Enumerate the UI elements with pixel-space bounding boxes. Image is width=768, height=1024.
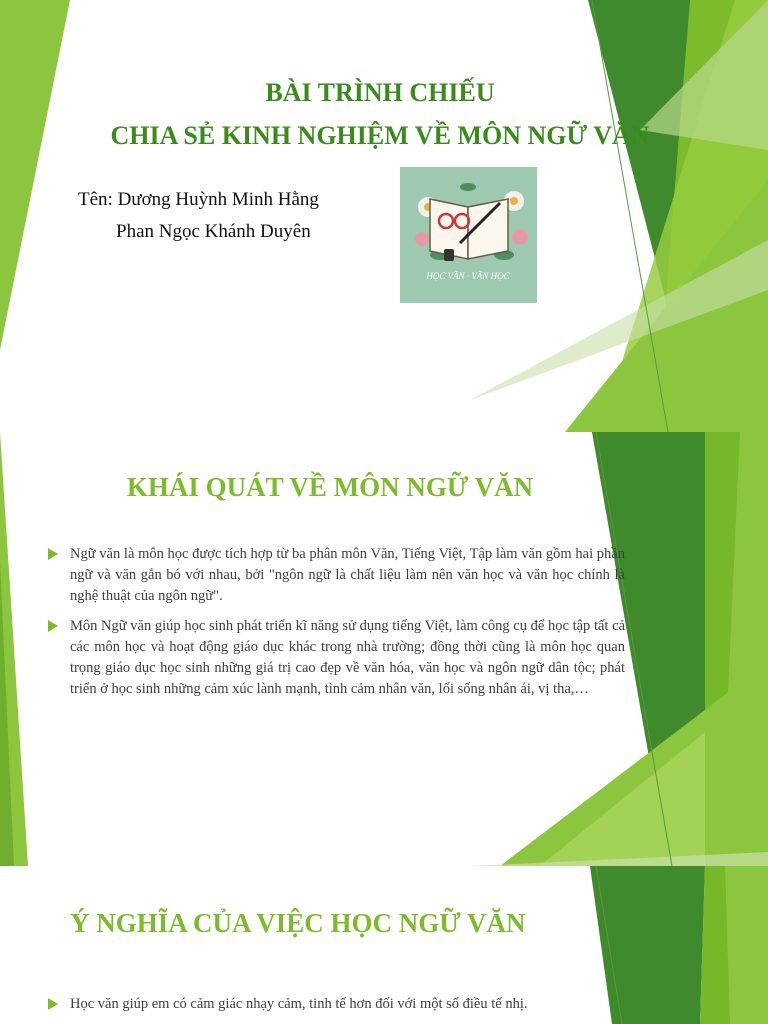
bullet-text: Học văn giúp em có cảm giác nhạy cảm, tinh tế hơn đối với một số điều tế nhị. [70, 996, 528, 1012]
book-illustration [400, 167, 537, 303]
illustration-caption: HỌC VĂN · VĂN HỌC [426, 271, 510, 281]
meaning-heading: Ý NGHĨA CỦA VIỆC HỌC NGỮ VĂN [70, 908, 526, 938]
author-line-1: Tên: Dương Huỳnh Minh Hằng [78, 189, 319, 210]
authors [78, 184, 319, 248]
author-line-2: Phan Ngọc Khánh Duyên [116, 221, 311, 242]
bullet-arrow-icon [48, 548, 58, 560]
bullet-text: Môn Ngữ văn giúp học sinh phát triển kĩ năng sử dụng tiếng Việt, làm công cụ để học tập tất cả các môn học và hoạt động giáo dục khác trong nhà trường; đồng thời cũng là môn học quan trọng giáo dục học sinh những giá trị cao đẹp về văn hóa, văn học và ngôn ngữ dân tộc; phát triển ở học sinh những cảm xúc lành mạnh, tình cảm nhân văn, lối sống nhân ái, vị tha,… [70, 618, 625, 697]
title-line-1: BÀI TRÌNH CHIẾU [265, 78, 495, 107]
bullet-text: Ngữ văn là môn học được tích hợp từ ba phân môn Văn, Tiếng Việt, Tập làm văn gồm hai phần ngữ và văn gắn bó với nhau, bởi "ngôn ngữ là chất liệu làm nên văn học và văn học chính là nghệ thuật của ngôn ngữ". [70, 546, 625, 604]
bullet-arrow-icon [48, 998, 58, 1010]
slide-title [0, 0, 768, 432]
slide-meaning [0, 866, 768, 1024]
bullet-arrow-icon [48, 620, 58, 632]
list-item [48, 544, 625, 607]
title-line-2: CHIA SẺ KINH NGHIỆM VỀ MÔN NGỮ VĂN [110, 121, 650, 150]
overview-bullet-list [48, 544, 625, 709]
meaning-bullet-list [48, 994, 625, 1024]
overview-heading: KHÁI QUÁT VỀ MÔN NGỮ VĂN [126, 472, 534, 502]
list-item [48, 994, 625, 1015]
list-item [48, 616, 625, 700]
slide-overview [0, 432, 768, 866]
open-book-icon [400, 167, 537, 303]
